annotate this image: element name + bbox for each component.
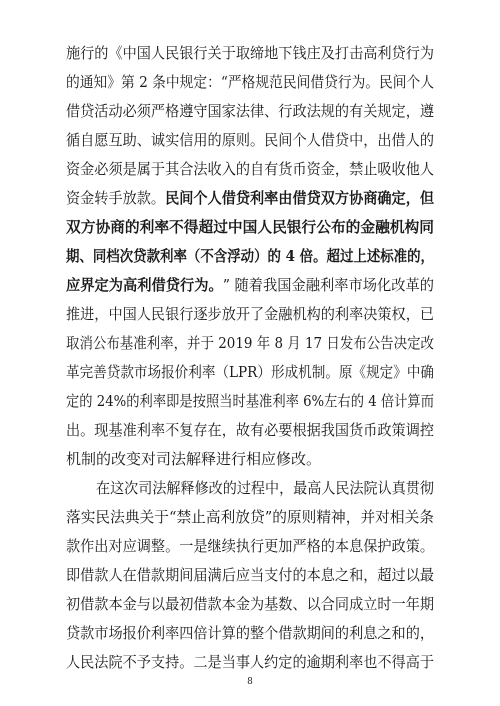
bold-text-segment: 民间个人借贷利率由借贷双方协商确定，但 <box>165 189 435 207</box>
text-line <box>1 212 492 242</box>
text-line <box>7 328 455 358</box>
page-number: 8 <box>247 677 253 687</box>
text-segment: 贷款市场报价利率四倍计算的整个借款期间的利息之和的， <box>66 624 435 642</box>
text-segment: 革完善贷款市场报价利率（LPR）形成机制。原《规定》中确 <box>66 363 434 381</box>
text-line <box>4 125 476 155</box>
text-line <box>4 618 476 648</box>
text-segment: 资金转手放款。 <box>66 189 166 207</box>
text-segment: 的通知》第 2 条中规定：“严格规范民间借贷行为。民间个人 <box>66 73 435 91</box>
text-segment: 施行的《中国人民银行关于取缔地下钱庄及打击高利贷行为 <box>66 44 435 62</box>
text-segment: 机制的改变对司法解释进行相应修改。 <box>66 450 322 468</box>
text-line <box>0 444 500 474</box>
text-line <box>4 38 476 68</box>
text-segment: 出。现基准利率不复存在，故有必要根据我国货币政策调控 <box>66 421 435 439</box>
text-segment: 借贷活动必须严格遵守国家法律、行政法规的有关规定，遵 <box>66 102 435 120</box>
bold-text-segment: 期、同档次贷款利率（不含浮动）的 4 倍。超过上述标准的， <box>66 247 434 265</box>
text-line <box>8 386 451 416</box>
text-line <box>4 183 476 213</box>
text-segment: ” 随着我国金融利率市场化改革的 <box>222 276 435 294</box>
text-segment: 初借款本金与以最初借款本金为基数、以合同成立时一年期 <box>66 595 435 613</box>
text-line <box>1 502 491 532</box>
text-segment: 在这次司法解释修改的过程中，最高人民法院认真贯彻 <box>96 479 434 497</box>
text-line <box>4 531 476 561</box>
text-line <box>4 154 476 184</box>
text-segment: 人民法院不予支持。二是当事人约定的逾期利率也不得高于 <box>66 653 435 671</box>
text-line <box>6 357 459 387</box>
text-line <box>4 560 476 590</box>
text-line <box>4 647 476 677</box>
text-segment: 资金必须是属于其合法收入的自有货币资金，禁止吸收他人 <box>66 160 435 178</box>
text-line <box>4 589 476 619</box>
text-segment: 取消公布基准利率，并于 2019 年 8 月 17 日发布公告决定改 <box>66 334 434 352</box>
text-line <box>4 299 476 329</box>
text-segment: 循自愿互助、诚实信用的原则。民间个人借贷中，出借人的 <box>66 131 435 149</box>
text-segment: 定的 24%的利率即是按照当时基准利率 6%左右的 4 倍计算而 <box>66 392 434 410</box>
text-segment: 即借款人在借款期间届满后应当支付的本息之和，超过以最 <box>66 566 435 584</box>
text-segment: 款作出对应调整。一是继续执行更加严格的本息保护政策。 <box>66 537 435 555</box>
text-line <box>4 415 476 445</box>
bold-text-segment: 双方协商的利率不得超过中国人民银行公布的金融机构同 <box>66 218 435 236</box>
text-line <box>6 67 464 97</box>
text-segment: 推进，中国人民银行逐步放开了金融机构的利率决策权，已 <box>66 305 435 323</box>
text-line <box>4 96 476 126</box>
text-line <box>7 241 455 271</box>
text-line <box>3 270 478 300</box>
bold-text-segment: 应界定为高利借贷行为。 <box>66 276 223 294</box>
text-segment: 落实民法典关于“禁止高利放贷”的原则精神，并对相关条 <box>66 508 434 526</box>
text-line <box>6 473 475 503</box>
